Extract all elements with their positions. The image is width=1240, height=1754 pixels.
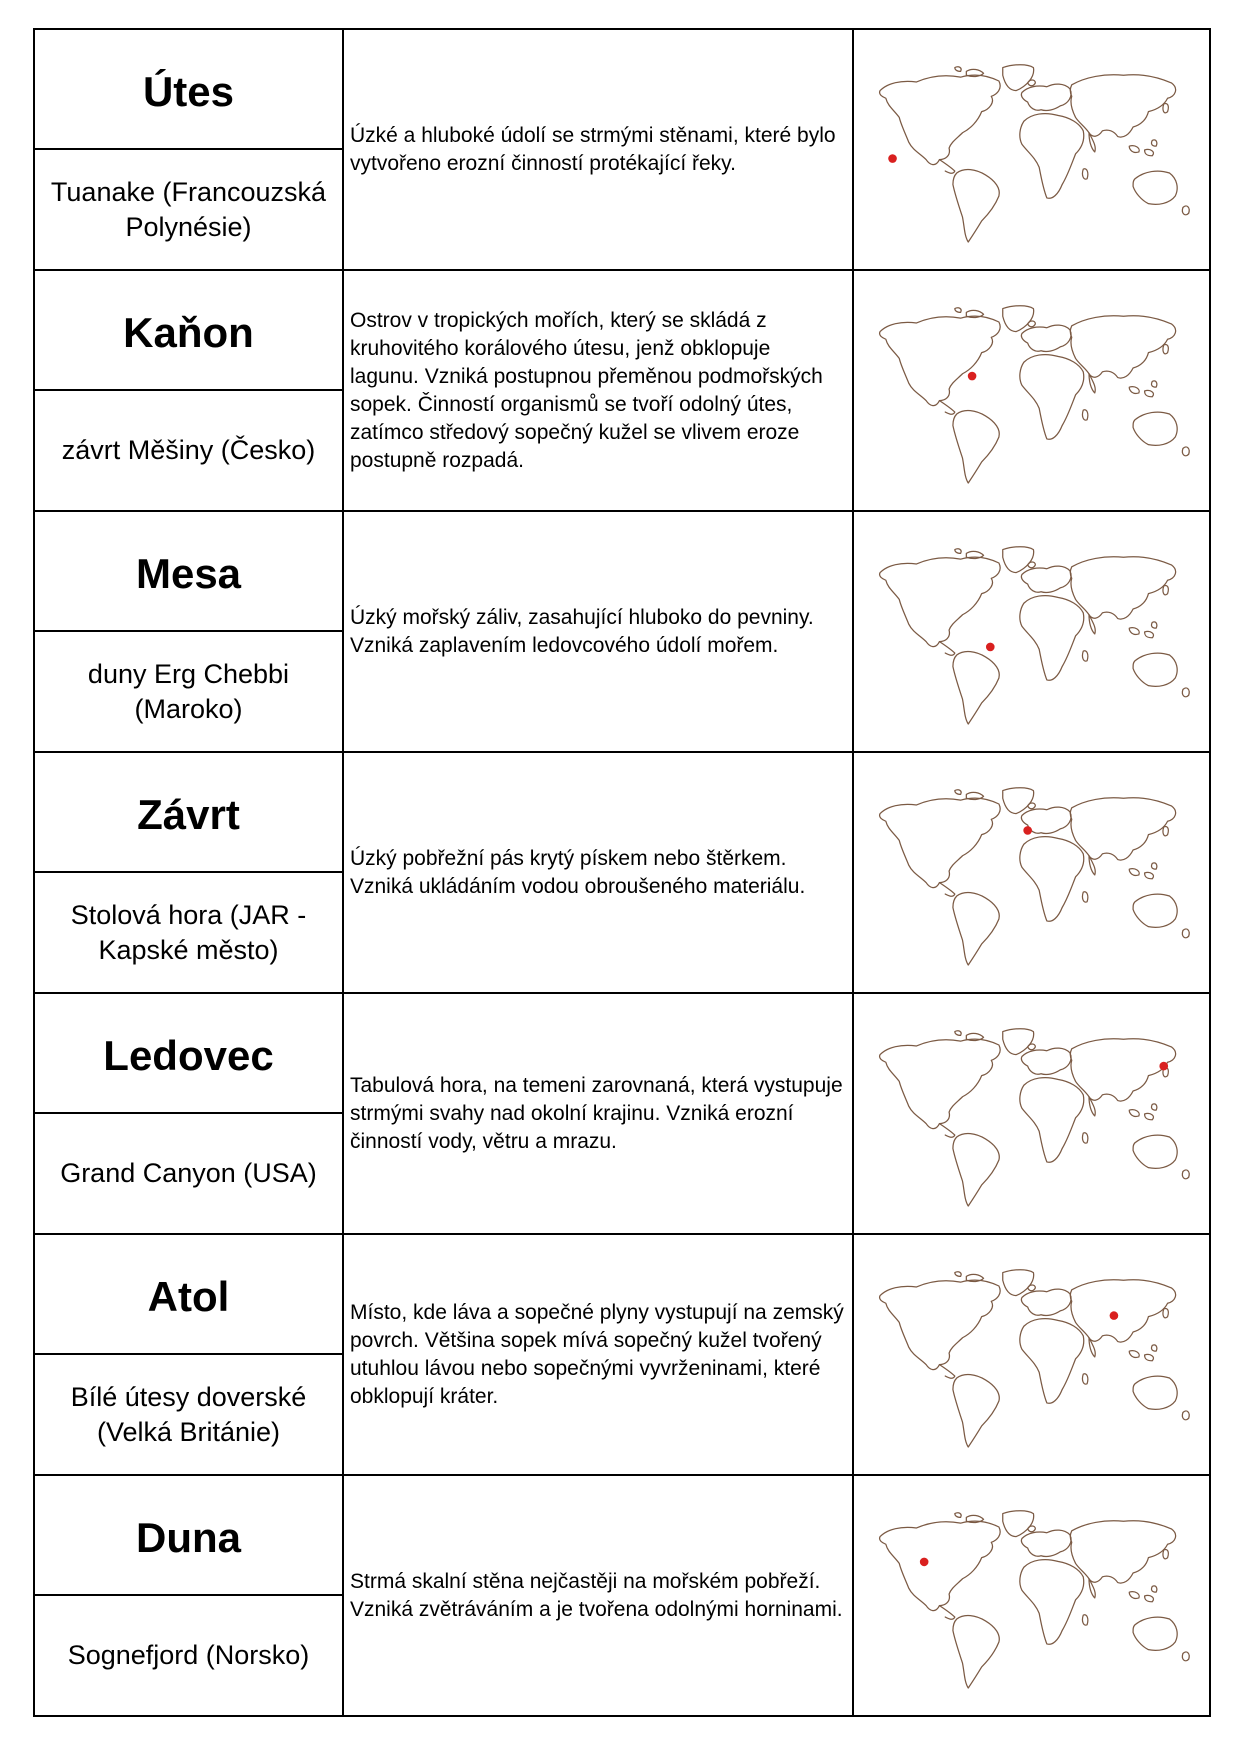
location-marker <box>986 642 995 651</box>
world-outline-icon <box>880 305 1190 482</box>
map-cell <box>854 994 1211 1235</box>
term-label: Duna <box>35 1476 342 1596</box>
world-map <box>859 532 1204 732</box>
term-label: Mesa <box>35 512 342 632</box>
world-map <box>859 291 1204 491</box>
world-outline-icon <box>880 64 1190 241</box>
term-label: Ledovec <box>35 994 342 1114</box>
name-column <box>35 1235 344 1476</box>
world-outline-icon <box>880 1028 1190 1205</box>
name-column <box>35 30 344 271</box>
description-text: Ostrov v tropických mořích, který se skládá z kruhovitého korálového útesu, jenž obklopuje lagunu. Vzniká postupnou přeměnou podmořských sopek. Činností organismů se tvoří odolný útes, zatímco středový sopečný kužel se vlivem eroze postupně rozpadá. <box>344 271 854 512</box>
location-marker <box>1110 1311 1119 1320</box>
world-outline-icon <box>880 1269 1190 1446</box>
description-text: Úzký mořský záliv, zasahující hluboko do pevniny. Vzniká zaplavením ledovcového údolí mořem. <box>344 512 854 753</box>
description-text: Tabulová hora, na temeni zarovnaná, která vystupuje strmými svahy nad okolní krajinu. Vzniká erozní činností vody, větru a mrazu. <box>344 994 854 1235</box>
place-label: duny Erg Chebbi (Maroko) <box>87 658 290 724</box>
name-column <box>35 1476 344 1717</box>
description-text: Strmá skalní stěna nejčastěji na mořském pobřeží. Vzniká zvětráváním a je tvořena odolnými horninami. <box>344 1476 854 1717</box>
name-column <box>35 994 344 1235</box>
table-row <box>35 1476 1211 1717</box>
map-cell <box>854 30 1211 271</box>
world-map <box>859 50 1204 250</box>
location-marker <box>888 154 897 163</box>
term-label: Kaňon <box>35 271 342 391</box>
place-label: Bílé útesy doverské (Velká Británie) <box>70 1381 307 1447</box>
map-cell <box>854 271 1211 512</box>
description-text: Úzký pobřežní pás krytý pískem nebo štěrkem. Vzniká ukládáním vodou obroušeného materiálu. <box>344 753 854 994</box>
world-outline-icon <box>880 1510 1190 1687</box>
table-row <box>35 1235 1211 1476</box>
term-label: Atol <box>35 1235 342 1355</box>
table-row <box>35 994 1211 1235</box>
world-map <box>859 1496 1204 1696</box>
term-label: Útes <box>35 30 342 150</box>
location-marker <box>968 371 977 380</box>
location-marker <box>1159 1061 1168 1070</box>
world-map <box>859 1014 1204 1214</box>
place-label: Grand Canyon (USA) <box>60 1158 317 1188</box>
description-text: Úzké a hluboké údolí se strmými stěnami, které bylo vytvořeno erozní činností protékající řeky. <box>344 30 854 271</box>
place-label: Stolová hora (JAR - Kapské město) <box>70 899 307 965</box>
map-cell <box>854 1235 1211 1476</box>
map-cell <box>854 1476 1211 1717</box>
name-column <box>35 753 344 994</box>
name-column <box>35 512 344 753</box>
table-row <box>35 271 1211 512</box>
term-label: Závrt <box>35 753 342 873</box>
table-row <box>35 753 1211 994</box>
location-marker <box>1023 826 1032 835</box>
place-label: Sognefjord (Norsko) <box>67 1640 310 1670</box>
map-cell <box>854 512 1211 753</box>
table-row <box>35 30 1211 271</box>
world-outline-icon <box>880 787 1190 964</box>
place-label: závrt Měšiny (Česko) <box>61 435 316 465</box>
location-marker <box>920 1557 929 1566</box>
world-outline-icon <box>880 546 1190 723</box>
world-map <box>859 773 1204 973</box>
map-cell <box>854 753 1211 994</box>
world-map <box>859 1255 1204 1455</box>
place-label: Tuanake (Francouzská Polynésie) <box>50 176 327 242</box>
worksheet-table <box>33 28 1211 1717</box>
description-text: Místo, kde láva a sopečné plyny vystupují na zemský povrch. Většina sopek mívá sopečný kužel tvořený utuhlou lávou nebo sopečnými vyvrženinami, které obklopují kráter. <box>344 1235 854 1476</box>
name-column <box>35 271 344 512</box>
table-row <box>35 512 1211 753</box>
